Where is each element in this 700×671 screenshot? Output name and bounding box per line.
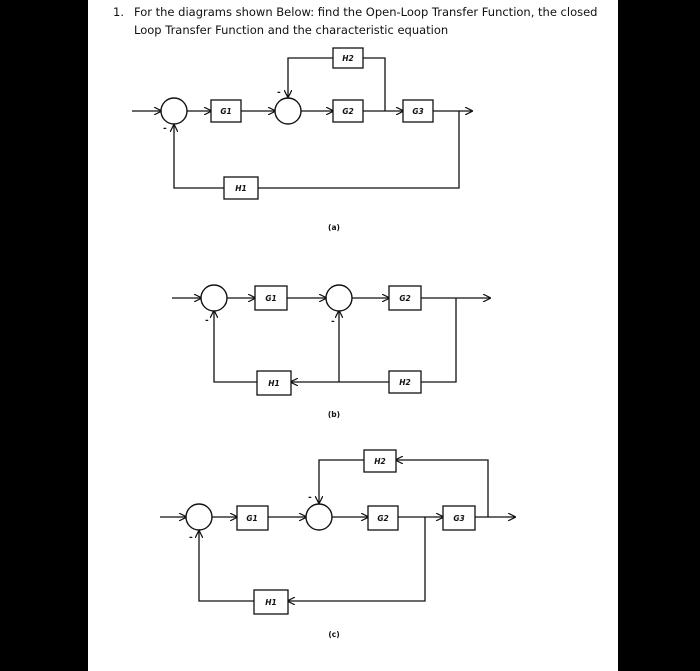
b-block-h2-label: H2 <box>399 378 411 387</box>
b-wire-h2-loop <box>421 298 456 382</box>
c-block-g2-label: G2 <box>377 514 389 523</box>
c-block-g1 <box>237 506 268 530</box>
a-wire-h2-loop <box>363 58 385 111</box>
a-block-g1-label: G1 <box>220 107 232 116</box>
c-block-g3 <box>443 506 475 530</box>
c-block-g2 <box>368 506 398 530</box>
b-block-h1 <box>257 371 291 395</box>
a-sign-h2: - <box>277 88 281 98</box>
a-wire-h2-to-sum2 <box>288 58 333 97</box>
question-number: 1. <box>113 5 124 19</box>
a-caption: (a) <box>328 223 340 232</box>
a-block-g3 <box>403 100 433 122</box>
c-wire-h2-to-sum2 <box>319 460 364 503</box>
c-sign-h1: - <box>189 533 193 543</box>
a-block-g1 <box>211 100 241 122</box>
c-summing-junction-2 <box>306 504 332 530</box>
c-block-h2-label: H2 <box>374 457 386 466</box>
b-block-h2 <box>389 371 421 393</box>
b-block-g1 <box>255 286 287 310</box>
c-block-h1 <box>254 590 288 614</box>
b-sign-sum1: - <box>205 316 209 326</box>
c-summing-junction-1 <box>186 504 212 530</box>
c-block-g3-label: G3 <box>453 514 465 523</box>
a-summing-junction-2 <box>275 98 301 124</box>
diagram-a <box>132 48 472 232</box>
b-sign-sum2: - <box>331 317 335 327</box>
a-sign-h1: - <box>163 124 167 134</box>
a-block-h1-label: H1 <box>235 184 247 193</box>
a-block-h2 <box>333 48 363 68</box>
b-caption: (b) <box>327 410 341 419</box>
question-text: For the diagrams shown Below: find the Open-Loop Transfer Function, the closed Loop Transfer Function and the characteristic equation <box>134 5 598 37</box>
c-block-h1-label: H1 <box>265 598 277 607</box>
diagram-c <box>160 450 515 639</box>
b-block-g2-label: G2 <box>399 294 411 303</box>
a-block-h1 <box>224 177 258 199</box>
c-wire-h1-to-sum1 <box>199 531 254 601</box>
diagram-b <box>172 285 490 419</box>
a-block-g2 <box>333 100 363 122</box>
a-block-g3-label: G3 <box>412 107 424 116</box>
a-block-g2-label: G2 <box>342 107 354 116</box>
b-wire-h1-to-sum1 <box>214 311 257 382</box>
c-sign-h2: - <box>308 493 312 503</box>
b-block-h1-label: H1 <box>268 379 280 388</box>
c-block-g1-label: G1 <box>246 514 258 523</box>
b-summing-junction-2 <box>326 285 352 311</box>
c-caption: (c) <box>328 630 340 639</box>
b-block-g2 <box>389 286 421 310</box>
a-wire-h1-to-sum1 <box>174 125 224 188</box>
c-block-h2 <box>364 450 396 472</box>
a-summing-junction-1 <box>161 98 187 124</box>
b-block-g1-label: G1 <box>265 294 277 303</box>
b-summing-junction-1 <box>201 285 227 311</box>
c-wire-h1-loop <box>288 517 425 601</box>
a-block-h2-label: H2 <box>342 54 354 63</box>
